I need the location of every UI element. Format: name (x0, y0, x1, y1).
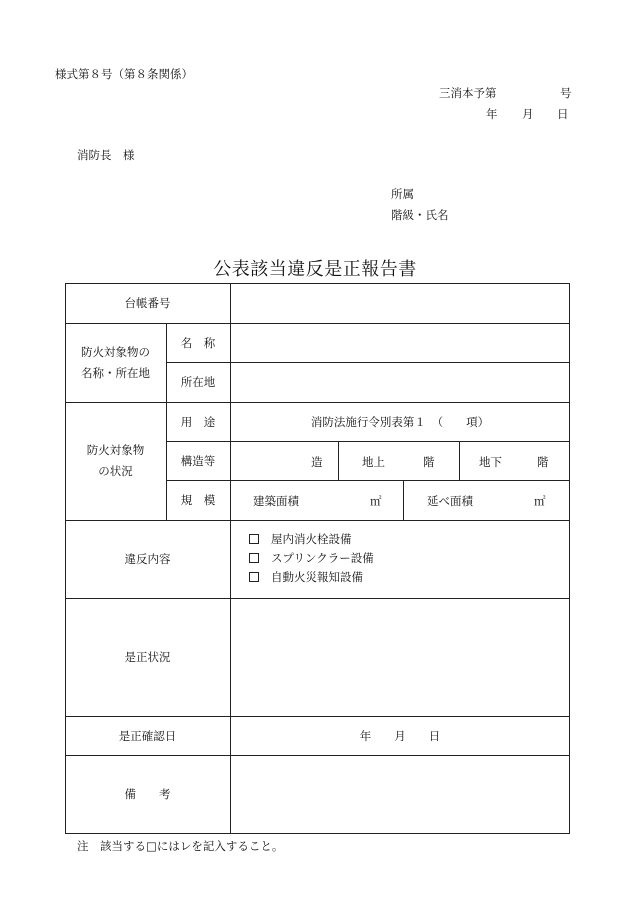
name-field[interactable] (231, 324, 569, 362)
reference-prefix: 三消本予第 (439, 86, 497, 100)
structure-label: 構造等 (180, 453, 216, 468)
location-field[interactable] (231, 363, 569, 402)
correction-status-label: 是正状況 (124, 650, 171, 664)
violation-item-fire-alarm[interactable] (249, 567, 374, 586)
addressee: 消防長 様 (77, 148, 135, 162)
violation-text: 自動火災報知設備 (271, 569, 363, 584)
scale-label: 規 模 (180, 493, 216, 507)
label-line-2: 名称・所在地 (81, 365, 150, 380)
checkbox-icon[interactable] (249, 572, 259, 582)
ledger-number-label: 台帳番号 (124, 296, 171, 310)
below-ground-floor-suffix: 階 (537, 455, 549, 469)
correction-date-label: 是正確認日 (118, 728, 177, 743)
label-line-2: の状況 (98, 464, 133, 478)
date-year: 年 (486, 107, 498, 121)
date-day: 日 (557, 107, 569, 121)
location-label: 所在地 (180, 375, 216, 389)
structure-suffix: 造 (311, 455, 323, 469)
affiliation-label: 所属 (391, 187, 414, 201)
object-status-label (65, 402, 166, 520)
violation-text: スプリンクラー設備 (271, 550, 374, 565)
below-ground-label: 地下 (479, 455, 502, 469)
object-name-location-label (65, 323, 166, 402)
remarks-label: 備 考 (124, 787, 171, 801)
violation-text: 屋内消火栓設備 (271, 531, 352, 546)
document-title: 公表該当違反是正報告書 (213, 259, 417, 280)
above-ground-floor-suffix: 階 (423, 455, 435, 469)
remarks-field[interactable] (231, 756, 569, 833)
violation-list (249, 529, 374, 586)
correction-date-field[interactable]: 年 月 日 (359, 728, 441, 743)
total-floor-area-label: 延べ面積 (427, 494, 473, 508)
form-number: 様式第８号（第８条関係） (55, 67, 193, 81)
use-field[interactable]: 消防法施行令別表第１ （ 項） (310, 414, 490, 429)
reference-suffix: 号 (560, 86, 572, 100)
name-label: 名 称 (180, 335, 216, 350)
violation-label: 違反内容 (124, 552, 171, 566)
total-floor-area-unit: ㎡ (534, 494, 546, 508)
building-area-unit: ㎡ (370, 494, 382, 508)
correction-status-field[interactable] (231, 599, 569, 716)
violation-item-sprinkler[interactable] (249, 548, 374, 567)
label-line-1: 防火対象物 (86, 443, 145, 457)
above-ground-label: 地上 (362, 455, 385, 469)
date-month: 月 (522, 107, 534, 121)
checkbox-icon[interactable] (249, 553, 259, 563)
rank-name-label: 階級・氏名 (391, 208, 449, 222)
label-line-1: 防火対象物の (81, 344, 150, 359)
footnote: 注 該当する□にはレを記入すること。 (77, 839, 284, 853)
building-area-label: 建築面積 (253, 494, 299, 508)
violation-item-indoor-hydrant[interactable] (249, 529, 374, 548)
checkbox-icon[interactable] (249, 534, 259, 544)
ledger-number-field[interactable] (231, 284, 569, 323)
use-label: 用 途 (180, 414, 216, 429)
